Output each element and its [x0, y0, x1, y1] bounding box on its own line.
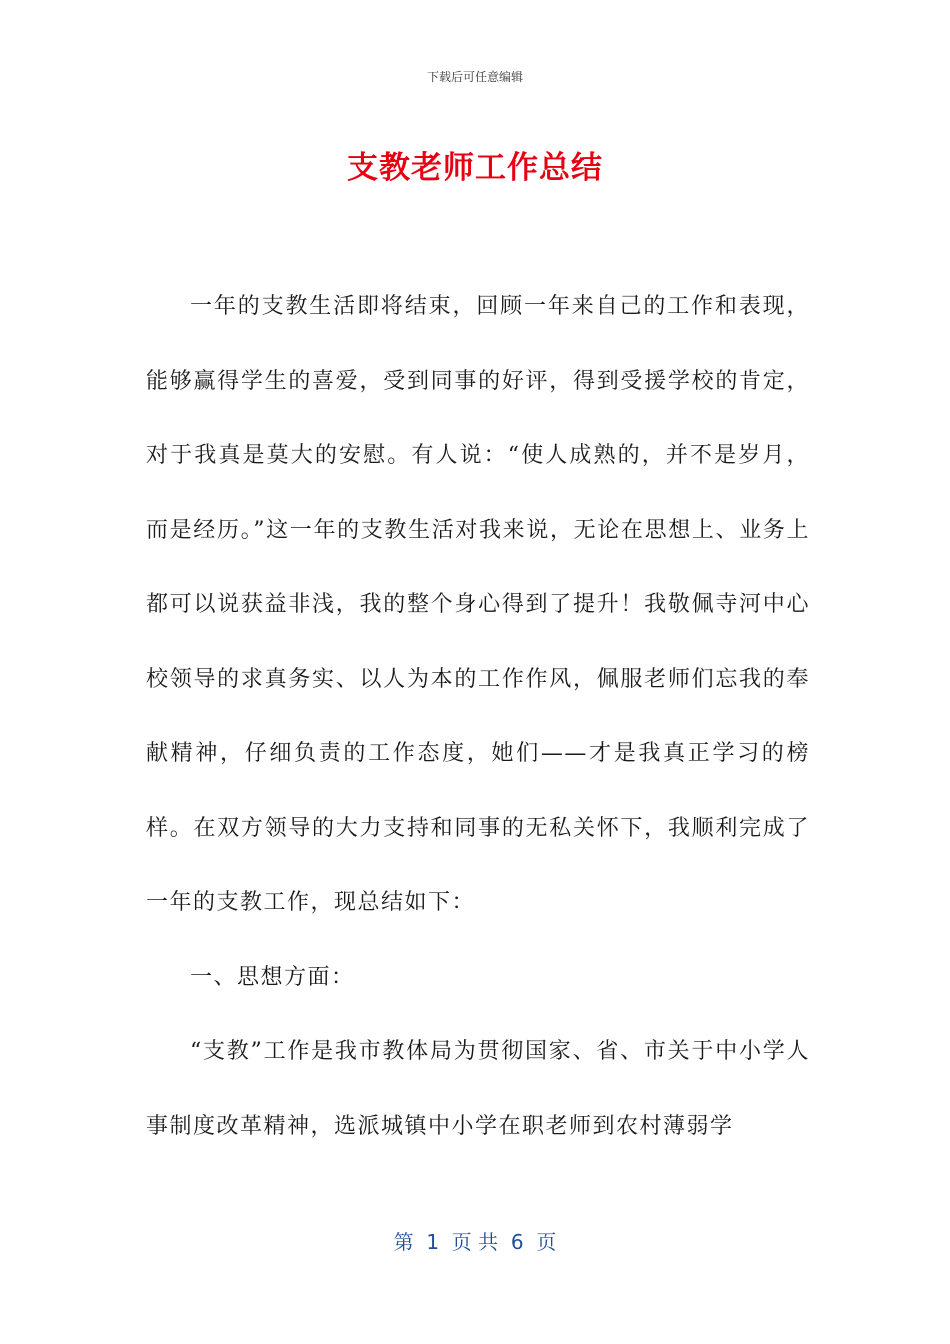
paragraph-intro: 一年的支教生活即将结束，回顾一年来自己的工作和表现，能够赢得学生的喜爱，受到同事的好评，得到受援学校的肯定，对于我真是莫大的安慰。有人说：“使人成熟的，并不是岁月，而是经历。”这一年的支教生活对我来说，无论在思想上、业务上都可以说获益非浅，我的整个身心得到了提升！我敬佩寺河中心校领导的求真务实、以人为本的工作作风，佩服老师们忘我的奉献精神，仔细负责的工作态度，她们——才是我真正学习的榜样。在双方领导的大力支持和同事的无私关怀下，我顺利完成了一年的支教工作，现总结如下：	[146, 294, 810, 915]
header-note: 下载后可任意编辑	[426, 70, 523, 84]
paragraph-section-heading: 一、思想方面：	[190, 964, 355, 990]
document-title: 支教老师工作总结	[347, 150, 603, 186]
paragraph-support-teaching: “支教”工作是我市教体局为贯彻国家、省、市关于中小学人事制度改革精神，选派城镇中小学在职老师到农村薄弱学	[146, 1039, 810, 1139]
page-indicator: 第 1 页 共 6 页	[393, 1230, 557, 1254]
document-body	[146, 270, 810, 1164]
